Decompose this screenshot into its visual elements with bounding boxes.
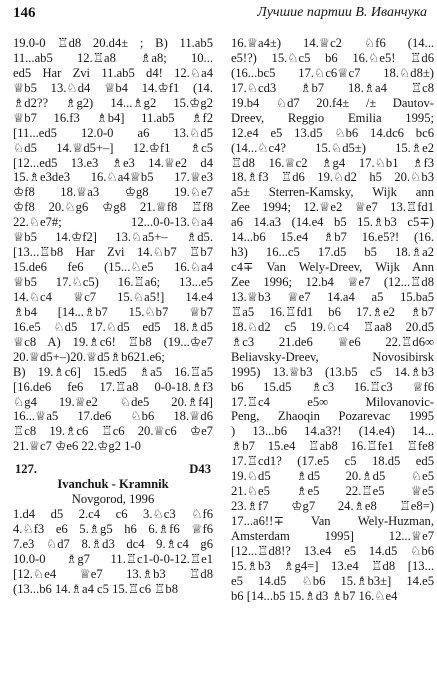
text-line: 20.♕d5+–)20.♕d5♗b621.e6; [13,349,165,364]
text-line: ♕b5 14.♔f2] 13.♘a5+– ♗d5. [13,230,213,245]
game-moves [13,507,213,597]
page-number: 146 [13,5,36,21]
text-line: 22.♘e7#; 12...0-0-13.♘a4 [13,215,213,230]
text-line: Zee 1996; 12.b4 ♕e7 (12...♖d8 [231,275,434,289]
text-line: ♕b7 16.f3 ♗b4] 11.ab5 ♗f2 [13,110,213,125]
text-line: 1.d4 d5 2.c4 c6 3.♘c3 ♘f6 [13,507,213,522]
text-line: a5± Sterren-Kamsky, Wijk ann [231,185,434,200]
text-line: 21.♘e5 ♗e5 22.♖e5 ♕e5 [231,484,434,499]
game-number: 127. [15,462,38,477]
text-line: b6 [14...b5 15.♗d3 ♗b7 16.♘e4 [231,588,398,603]
running-title: Лучшие партии В. Иванчука [257,5,427,20]
section-gap [13,454,213,462]
text-line: (14...♘c4? 15.♘d5±) 15.♗e2 [231,140,434,155]
text-line: ♘g4 19.♕e2 ♘de5 20.♗f4] [13,394,213,409]
text-line: [12.♘e4 ♕e7 13.♗b3 ♖d8 [13,566,213,581]
text-line: 15.♗b3 ♗g4=] 13.e4 ♖d8 [13... [231,558,434,573]
text-line: 18.♘d2 c5 19.♘c4 ♖aa8 20.d5 [231,319,434,334]
text-line: 16.♕a4±) 14.♕c2 ♘f6 (14... [231,36,434,50]
game-players: Ivanchuk - Kramnik [57,477,169,492]
text-line: 16...♕a5 17.de6 ♘b6 18.♕d6 [13,409,213,424]
text-line: 7.e3 ♘d7 8.♗d3 dc4 9.♗c4 g6 [13,536,213,551]
eco-code: D43 [189,462,211,477]
game-heading [13,462,213,477]
text-line: ) 13...b6 14.a3?! (14.e4) 14... [231,424,434,439]
text-line: 13.♕b3 ♕e7 14.a4 a5 15.ba5 [231,289,434,304]
text-line: 4.♘f3 e6 5.♗g5 h6 6.♗f6 ♕f6 [13,522,213,536]
text-line: B) 19.♗c6] 15.ed5 ♗a5 16.♖a5 [13,364,213,379]
text-line: 12.e4 e5 13.d5 ♘b6 14.dc6 bc6 [231,125,434,140]
text-line: Beliavsky-Dreev, Novosibirsk [231,349,434,364]
text-line: ♕b5 13.♘d4 ♕b4 14.♔f1 (14. [13,80,213,95]
text-line: ♖c8 19.♗c6 ♖c6 20.♕c6 ♔e7 [13,424,213,439]
text-line: Amsterdam 1995] 12...♕e7 [231,528,434,543]
text-line: e5 14.d5 ♘b6 15.♗b3±] 14.e5 [231,573,434,588]
text-line: 17.♖cd1? (17.e5 c5 18.d5 ed5 [231,454,434,469]
text-line: ♖d8 16.♕c2 ♗g4 17.♘b1 ♗f3 [231,155,434,170]
text-line: 19.b4 ♘d7 20.f4± /± Dautov- [231,95,434,110]
text-line: 17.♘cd3 ♗b7 18.♗a4 ♖c8 [231,80,434,95]
text-line: ♗b4 [14...♗b7 15.♘b7 ♕b7 [13,304,213,319]
text-line: [12...♖d8!? 13.e4 e5 14.d5 ♘b6 [231,543,434,558]
text-line: 17.♖c4 e5∞ Milovanovic- [231,394,434,409]
game-place-year: Novgorod, 1996 [71,492,155,507]
text-line: ♗d2?? ♗g2) 14...♗g2 15.♔g2 [13,95,213,110]
text-line: a6 14.a3 (14.e4 b5 15.♗b3 c5∓) [231,215,434,230]
annotation-text [13,36,213,454]
text-line: ♔f8 20.♘g6 ♔g8 21.♕f8 ♖f8 [13,200,213,215]
text-line: 1995) 13.♕b3 (13.b5 c5 14.♗b3 [231,364,434,379]
right-column [231,36,434,604]
text-line: 16.e5 ♘d5 17.♘d5 ed5 18.♗d5 [13,319,213,334]
annotation-text-continued [231,36,434,604]
text-line: 18.♗f3 ♖d6 19.♘d2 h5 20.♘b3 [231,170,434,185]
text-line: Dreev, Reggio Emilia 1995; [231,110,434,125]
text-line: 14...b6 15.e4 ♗b7 16.e5?! (16. [231,230,434,245]
text-line: ♕b5 17.♘c5) 16.♖a6; 13...e5 [13,275,213,289]
text-line: 19.♘d5 ♗d5 20.♗d5 ♘e5 [231,469,434,484]
text-line: 19.0-0 ♖d8 20.d4± ; B) 11.ab5 [13,36,213,50]
text-line: 15.de6 fe6 (15...♘e5 16.♘a4 [13,260,213,275]
text-line: (13...b6 14.♗a4 c5 15.♖c6 ♖b8 [13,581,179,596]
text-line: Zee 1994; 12.♕e2 ♕e7 13.♖fd1 [231,200,434,215]
text-line: [16.de6 fe6 17.♖a8 0-0-18.♗f3 [13,379,213,394]
text-line: ♖a5 16.♖fd1 b6 17.♗e2 ♗b7 [231,304,434,319]
text-line: h3) 16...c5 17.d5 b5 18.♗a2 [231,245,434,260]
text-line: Peng, Zhaoqin Pozarevac 1995 [231,409,434,424]
text-line: e5!?) 15.♘c5 b6 16.♘e5! ♖d6 [231,50,434,65]
text-line: ♗c3 21.de6 ♕e6 22.♖d6∞ [231,334,434,349]
text-line: [12...ed5 13.e3 ♗e3 14.♕e2 d4 [13,155,213,170]
left-column [13,36,213,597]
text-line: [13...♖b8 Har Zvi 14.♘b7 ♖b7 [13,245,213,260]
text-line: (16...bc5 17.♘c6♕c7 18.♘d8±) [231,65,434,80]
text-line: ♕c8 A) 19.♗c6! ♖b8 (19...♔e7 [13,334,213,349]
text-line: 10.0-0 ♗g7 11.♖c1-0-0-12.♖e1 [13,551,213,566]
text-line: b6 15.d5 ♗c3 16.♖c3 ♕f6 [231,379,434,394]
page-header [13,5,427,27]
text-line: ♔f8 18.♕a3 ♔g8 19.♘e7 [13,185,213,200]
text-line: ♘d5 14.♕d5+–] 12.♔f1 ♗c5 [13,140,213,155]
text-line: ♗b7 15.e4 ♖ab8 16.♖fe1 ♖fe8 [231,439,434,454]
text-line: 23.♗f7 ♔g7 24.♗e8 ♖e8=) [231,499,434,514]
text-line: 15.♗e3de3 16.♘a4♕b5 17.♕e3 [13,170,213,185]
text-line: 11...ab5 12.♖a8 ♗a8; 10... [13,50,213,65]
text-line: 17...a6!!∓ Van Wely-Huzman, [231,514,434,528]
text-line: ed5 Har Zvi 11.ab5 d4! 12.♘a4 [13,65,213,80]
text-line: c4∓ Van Wely-Dreev, Wijk Ann [231,260,434,275]
text-line: [11...ed5 12.0-0 a6 13.♘d5 [13,125,213,140]
text-line: 21.♕c7 ♔e6 22.♔g2 1-0 [13,439,141,454]
text-line: 14.♘c4 ♕c7 15.♘a5!] 14.e4 [13,289,213,304]
